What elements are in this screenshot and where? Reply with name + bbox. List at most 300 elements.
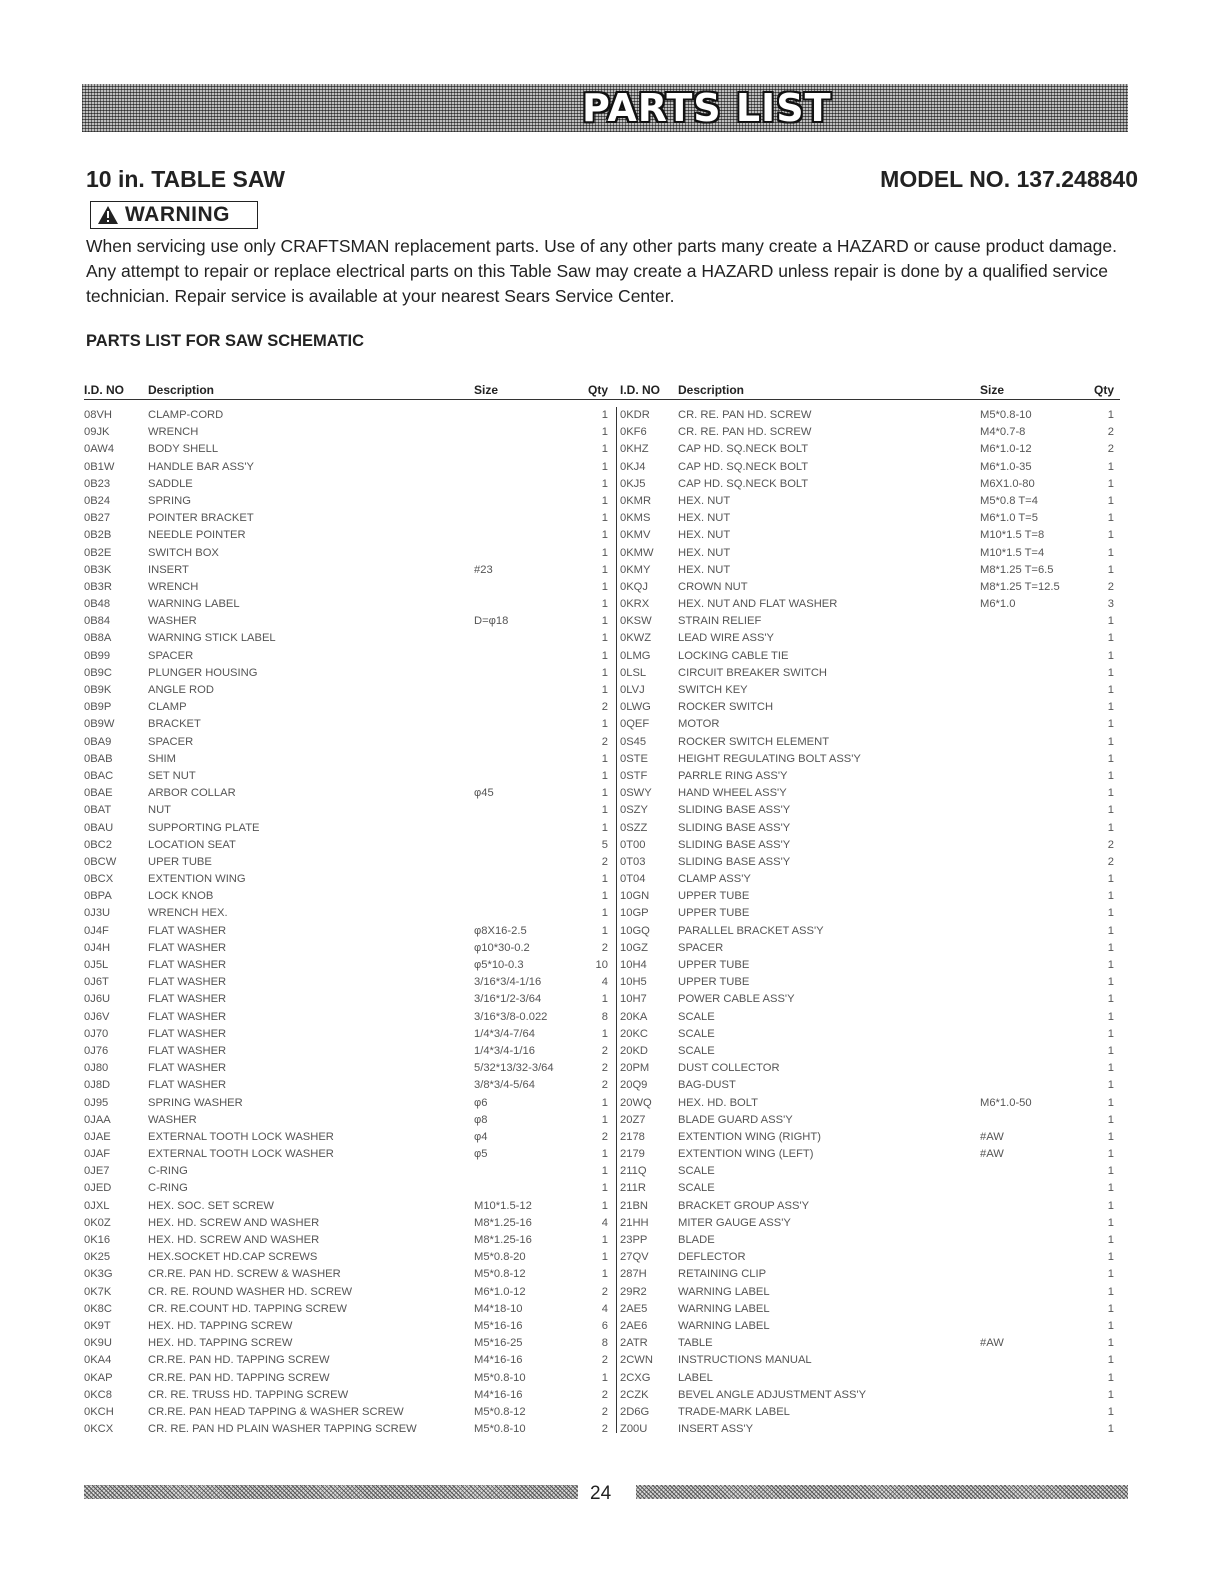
- part-qty: 2: [601, 1354, 608, 1367]
- table-row: [612, 716, 1120, 733]
- part-qty: 1: [1107, 563, 1114, 576]
- banner-title: PARTS LIST: [582, 86, 832, 130]
- table-row: [84, 1026, 612, 1043]
- table-row: [84, 820, 612, 837]
- part-size: M5*16-16: [474, 1319, 523, 1332]
- part-qty: 2: [601, 735, 608, 748]
- part-qty: 1: [1107, 924, 1114, 937]
- table-row: [612, 1335, 1120, 1352]
- part-id: 0JE7: [84, 1165, 110, 1178]
- table-row: [612, 1404, 1120, 1421]
- part-qty: 1: [601, 718, 608, 731]
- part-description: SHIM: [148, 752, 176, 765]
- table-row: [612, 785, 1120, 802]
- part-description: ARBOR COLLAR: [148, 787, 236, 800]
- part-qty: 1: [601, 615, 608, 628]
- part-qty: 1: [1107, 1199, 1114, 1212]
- part-id: 0KWZ: [620, 632, 652, 645]
- table-row: [612, 1352, 1120, 1369]
- table-row: [612, 1043, 1120, 1060]
- part-description: WRENCH HEX.: [148, 907, 228, 920]
- part-qty: 1: [601, 666, 608, 679]
- part-size: M5*0.8-10: [980, 409, 1032, 421]
- table-row: [612, 665, 1120, 682]
- part-id: 0KMY: [620, 563, 651, 576]
- table-row: [84, 1043, 612, 1060]
- part-description: WARNING STICK LABEL: [148, 632, 276, 645]
- part-size: M10*1.5 T=8: [980, 529, 1045, 542]
- part-description: CR. RE. PAN HD. SCREW: [678, 409, 812, 421]
- part-id: 0K16: [84, 1234, 111, 1246]
- header-qty: Qty: [1093, 383, 1114, 397]
- table-row: [612, 1387, 1120, 1404]
- part-size: φ5: [474, 1148, 488, 1161]
- table-row: [84, 630, 612, 647]
- part-description: WASHER: [148, 1113, 197, 1126]
- part-description: CAP HD. SQ.NECK BOLT: [678, 460, 809, 473]
- table-row: [612, 493, 1120, 510]
- part-description: CROWN NUT: [678, 580, 748, 593]
- part-id: 08VH: [84, 409, 112, 421]
- table-row: [84, 596, 612, 613]
- part-qty: 1: [601, 1371, 608, 1384]
- part-size: M4*18-10: [474, 1302, 523, 1315]
- part-id: 0B48: [84, 598, 111, 611]
- table-row: [612, 837, 1120, 854]
- part-size: M8*1.25-16: [474, 1216, 532, 1229]
- part-size: 5/32*13/32-3/64: [474, 1062, 554, 1075]
- table-row: [612, 1060, 1120, 1077]
- section-title: PARTS LIST FOR SAW SCHEMATIC: [86, 332, 365, 350]
- part-qty: 1: [601, 1234, 608, 1246]
- part-id: 10H5: [620, 976, 647, 989]
- part-id: 0B24: [84, 494, 111, 507]
- table-row: [612, 1026, 1120, 1043]
- part-id: 0B99: [84, 649, 111, 662]
- part-description: ROCKER SWITCH: [678, 701, 774, 714]
- table-row: [84, 1318, 612, 1335]
- part-qty: 1: [1107, 512, 1114, 525]
- part-description: WRENCH: [148, 426, 199, 439]
- table-row: [612, 734, 1120, 751]
- part-qty: 8: [601, 1337, 608, 1350]
- part-description: DUST COLLECTOR: [678, 1062, 780, 1075]
- part-qty: 1: [1107, 976, 1114, 989]
- table-row: [84, 1215, 612, 1232]
- part-id: 0K7K: [84, 1285, 112, 1298]
- table-row: [84, 716, 612, 733]
- table-row: [84, 1095, 612, 1112]
- part-description: CR. RE. PAN HD PLAIN WASHER TAPPING SCREW: [148, 1423, 417, 1436]
- part-qty: 1: [1107, 666, 1114, 679]
- part-qty: 1: [601, 890, 608, 903]
- part-description: PLUNGER HOUSING: [148, 666, 258, 679]
- part-qty: 1: [601, 769, 608, 782]
- table-row: [84, 1352, 612, 1369]
- part-description: CLAMP ASS'Y: [678, 873, 751, 886]
- warning-triangle-icon: [97, 205, 119, 225]
- table-row: [84, 476, 612, 493]
- part-description: HEX. NUT: [678, 512, 731, 525]
- part-description: SCALE: [678, 1010, 715, 1023]
- part-qty: 1: [1107, 959, 1114, 971]
- part-description: WARNING LABEL: [678, 1302, 770, 1315]
- part-qty: 2: [1107, 580, 1114, 593]
- part-qty: 1: [1107, 907, 1114, 920]
- part-qty: 1: [1107, 1079, 1114, 1092]
- part-description: DEFLECTOR: [678, 1251, 746, 1264]
- part-size: M6*1.0-50: [980, 1096, 1032, 1109]
- part-description: HEX. NUT: [678, 563, 731, 576]
- part-size: M5*0.8-12: [474, 1268, 526, 1281]
- part-id: 0J4F: [84, 924, 109, 937]
- table-row: [612, 1266, 1120, 1283]
- part-id: 0J6T: [84, 976, 109, 989]
- table-row: [84, 613, 612, 630]
- table-row: [612, 407, 1120, 424]
- part-size: #AW: [980, 1148, 1004, 1161]
- part-description: HEX. HD. TAPPING SCREW: [148, 1337, 293, 1350]
- part-id: 0BC2: [84, 838, 112, 851]
- part-description: FLAT WASHER: [148, 941, 227, 954]
- part-id: 0B27: [84, 512, 111, 525]
- table-row: [84, 1009, 612, 1026]
- part-id: 0B3K: [84, 563, 112, 576]
- table-row: [84, 1112, 612, 1129]
- part-qty: 1: [601, 563, 608, 576]
- table-row: [84, 1077, 612, 1094]
- part-description: HANDLE BAR ASS'Y: [148, 460, 254, 473]
- part-description: BRACKET: [148, 718, 201, 731]
- part-id: 0K9T: [84, 1319, 111, 1332]
- part-id: 0B1W: [84, 460, 115, 473]
- part-qty: 1: [601, 477, 608, 490]
- table-row: [612, 905, 1120, 922]
- part-description: UPPER TUBE: [678, 976, 750, 989]
- header-size: Size: [980, 383, 1005, 397]
- part-id: 2CZK: [620, 1388, 649, 1401]
- part-id: 0K8C: [84, 1302, 112, 1315]
- part-size: φ10*30-0.2: [474, 941, 530, 954]
- part-description: INSERT: [148, 563, 189, 576]
- table-row: [84, 682, 612, 699]
- part-id: 0K25: [84, 1251, 111, 1264]
- table-row: [84, 854, 612, 871]
- part-description: SCALE: [678, 1044, 715, 1057]
- part-qty: 1: [1107, 477, 1114, 490]
- part-id: 21HH: [620, 1216, 649, 1229]
- table-row: [612, 579, 1120, 596]
- table-row: [84, 545, 612, 562]
- part-description: NEEDLE POINTER: [148, 529, 246, 542]
- parts-table-left: [84, 381, 612, 1438]
- part-qty: 1: [1107, 701, 1114, 714]
- table-row: [84, 785, 612, 802]
- part-size: M5*0.8-10: [474, 1423, 526, 1436]
- part-id: 2ATR: [620, 1337, 648, 1350]
- table-row: [612, 1421, 1120, 1438]
- part-qty: 1: [1107, 890, 1114, 903]
- part-id: 0KDR: [620, 409, 650, 421]
- part-description: INSTRUCTIONS MANUAL: [678, 1354, 812, 1367]
- part-qty: 1: [601, 494, 608, 507]
- part-id: 0J6V: [84, 1010, 110, 1023]
- part-description: BLADE: [678, 1234, 715, 1246]
- table-row: [84, 734, 612, 751]
- part-size: D=φ18: [474, 615, 509, 628]
- part-qty: 1: [1107, 1234, 1114, 1246]
- part-qty: 1: [1107, 494, 1114, 507]
- part-description: NUT: [148, 804, 171, 817]
- table-row: [84, 1146, 612, 1163]
- part-id: 0KQJ: [620, 580, 648, 593]
- table-row: [612, 923, 1120, 940]
- part-description: WARNING LABEL: [148, 598, 240, 611]
- part-description: C-RING: [148, 1165, 188, 1178]
- table-row: [84, 923, 612, 940]
- part-description: HEX. HD. SCREW AND WASHER: [148, 1234, 320, 1246]
- part-id: 0BAB: [84, 752, 113, 765]
- part-id: 0J70: [84, 1027, 109, 1040]
- part-qty: 1: [601, 1148, 608, 1161]
- part-qty: 1: [1107, 941, 1114, 954]
- table-row: [84, 1370, 612, 1387]
- warning-label-text: WARNING: [125, 203, 230, 226]
- warning-text: When servicing use only CRAFTSMAN replacement parts. Use of any other parts many create a HAZARD or cause product damage. Any attempt to repair or replace electrical parts on this Table Saw may create a HAZARD unless repair is done by a qualified service technician. Repair service is available at your nearest Sears Service Center.: [86, 236, 1117, 306]
- part-size: M10*1.5-12: [474, 1199, 532, 1212]
- part-qty: 1: [1107, 1113, 1114, 1126]
- part-qty: 1: [1107, 769, 1114, 782]
- part-description: STRAIN RELIEF: [678, 615, 762, 628]
- part-description: HEX. NUT: [678, 494, 731, 507]
- part-description: EXTENTION WING (RIGHT): [678, 1130, 821, 1143]
- footer-pattern-left: [84, 1485, 578, 1499]
- part-qty: 1: [1107, 1010, 1114, 1023]
- part-id: 10H7: [620, 993, 647, 1006]
- part-qty: 1: [1107, 632, 1114, 645]
- part-description: CIRCUIT BREAKER SWITCH: [678, 666, 827, 679]
- part-id: 0KJ4: [620, 460, 646, 473]
- part-qty: 2: [1107, 855, 1114, 868]
- part-qty: 1: [1107, 873, 1114, 886]
- part-description: CR.RE. PAN HD. TAPPING SCREW: [148, 1371, 330, 1384]
- table-row: [84, 1335, 612, 1352]
- header-size: Size: [474, 383, 499, 397]
- table-row: [84, 957, 612, 974]
- part-qty: 2: [601, 1285, 608, 1298]
- product-title: 10 in. TABLE SAW: [86, 166, 285, 192]
- part-qty: 1: [601, 924, 608, 937]
- part-size: 3/8*3/4-5/64: [474, 1079, 535, 1092]
- part-description: HEX. NUT: [678, 546, 731, 559]
- table-row: [84, 527, 612, 544]
- part-description: TRADE-MARK LABEL: [678, 1405, 790, 1418]
- table-row: [612, 562, 1120, 579]
- part-description: HEIGHT REGULATING BOLT ASS'Y: [678, 752, 861, 765]
- table-row: [612, 1284, 1120, 1301]
- table-row: [612, 888, 1120, 905]
- table-row: [84, 1284, 612, 1301]
- part-id: 0LVJ: [620, 684, 645, 696]
- part-id: 0B9W: [84, 718, 115, 731]
- part-description: SLIDING BASE ASS'Y: [678, 838, 791, 851]
- part-description: HEX.SOCKET HD.CAP SCREWS: [148, 1251, 318, 1264]
- part-size: #AW: [980, 1130, 1004, 1143]
- part-size: M5*16-25: [474, 1337, 523, 1350]
- part-qty: 2: [601, 1044, 608, 1057]
- part-id: 2CWN: [620, 1354, 653, 1367]
- table-row: [612, 974, 1120, 991]
- part-id: 0B23: [84, 477, 111, 490]
- part-id: 0BCW: [84, 855, 117, 868]
- part-qty: 1: [601, 460, 608, 473]
- part-description: WRENCH: [148, 580, 199, 593]
- part-id: 0J76: [84, 1044, 109, 1057]
- part-description: ANGLE ROD: [148, 684, 214, 696]
- footer-pattern-right: [636, 1485, 1128, 1499]
- part-qty: 1: [1107, 752, 1114, 765]
- part-size: 1/4*3/4-1/16: [474, 1044, 535, 1057]
- part-id: 0J6U: [84, 993, 111, 1006]
- table-row: [612, 699, 1120, 716]
- part-size: #23: [474, 563, 493, 576]
- part-qty: 2: [601, 1405, 608, 1418]
- part-id: 20KC: [620, 1027, 648, 1040]
- part-description: FLAT WASHER: [148, 924, 227, 937]
- table-row: [612, 682, 1120, 699]
- part-description: CLAMP-CORD: [148, 409, 224, 421]
- part-qty: 1: [601, 529, 608, 542]
- part-qty: 1: [1107, 1165, 1114, 1178]
- part-id: 0KRX: [620, 598, 650, 611]
- part-qty: 1: [601, 1251, 608, 1264]
- part-description: FLAT WASHER: [148, 993, 227, 1006]
- table-row: [612, 1163, 1120, 1180]
- part-qty: 1: [1107, 1027, 1114, 1040]
- table-row: [612, 751, 1120, 768]
- part-id: 0SZZ: [620, 821, 648, 834]
- part-description: FLAT WASHER: [148, 1027, 227, 1040]
- part-id: 0B2B: [84, 529, 112, 542]
- part-qty: 1: [601, 873, 608, 886]
- part-id: 0J80: [84, 1062, 109, 1075]
- part-description: SADDLE: [148, 477, 193, 490]
- part-qty: 1: [1107, 546, 1114, 559]
- part-description: CR.RE. PAN HD. TAPPING SCREW: [148, 1354, 330, 1367]
- table-row: [612, 1077, 1120, 1094]
- part-id: 0J3U: [84, 907, 111, 920]
- part-id: 20Q9: [620, 1079, 648, 1092]
- part-description: SLIDING BASE ASS'Y: [678, 821, 791, 834]
- part-description: EXTERNAL TOOTH LOCK WASHER: [148, 1130, 334, 1143]
- table-row: [612, 648, 1120, 665]
- part-description: UPPER TUBE: [678, 890, 750, 903]
- part-id: 09JK: [84, 426, 110, 439]
- table-row: [612, 768, 1120, 785]
- part-qty: 1: [1107, 1405, 1114, 1418]
- part-id: 20KA: [620, 1010, 648, 1023]
- part-id: 0KJ5: [620, 477, 646, 490]
- part-id: 0JAA: [84, 1113, 111, 1126]
- parts-table-right: [612, 381, 1120, 1438]
- part-id: 287H: [620, 1268, 647, 1281]
- part-id: 0K3G: [84, 1268, 113, 1281]
- table-row: [84, 1249, 612, 1266]
- part-id: 10GQ: [620, 924, 650, 937]
- part-id: 20Z7: [620, 1113, 646, 1126]
- part-description: PARRLE RING ASS'Y: [678, 769, 788, 782]
- part-id: 21BN: [620, 1199, 648, 1212]
- part-size: φ8X16-2.5: [474, 924, 527, 937]
- table-row: [84, 1198, 612, 1215]
- part-id: 0KC8: [84, 1388, 112, 1401]
- part-qty: 1: [601, 1268, 608, 1281]
- table-row: [612, 630, 1120, 647]
- part-description: CR. RE.COUNT HD. TAPPING SCREW: [148, 1302, 347, 1315]
- table-row: [612, 802, 1120, 819]
- part-description: SPACER: [678, 941, 724, 954]
- part-id: 0B9C: [84, 666, 112, 679]
- part-size: 3/16*1/2-3/64: [474, 993, 542, 1006]
- part-description: POINTER BRACKET: [148, 512, 254, 525]
- part-qty: 1: [601, 821, 608, 834]
- part-description: SUPPORTING PLATE: [148, 821, 260, 834]
- model-number: MODEL NO. 137.248840: [880, 166, 1138, 192]
- part-description: FLAT WASHER: [148, 1044, 227, 1057]
- table-row: [612, 596, 1120, 613]
- part-description: EXTENTION WING (LEFT): [678, 1148, 814, 1161]
- part-description: BAG-DUST: [678, 1079, 736, 1092]
- part-qty: 1: [1107, 1388, 1114, 1401]
- part-id: 2D6G: [620, 1405, 650, 1418]
- part-description: CR.RE. PAN HEAD TAPPING & WASHER SCREW: [148, 1405, 404, 1418]
- table-row: [84, 1404, 612, 1421]
- part-id: 10H4: [620, 959, 647, 971]
- part-qty: 2: [601, 1062, 608, 1075]
- part-qty: 6: [601, 1319, 608, 1332]
- table-row: [612, 1301, 1120, 1318]
- part-id: 2AE6: [620, 1319, 648, 1332]
- table-row: [84, 1232, 612, 1249]
- part-qty: 1: [1107, 718, 1114, 731]
- part-size: 3/16*3/8-0.022: [474, 1010, 548, 1023]
- part-qty: 1: [601, 632, 608, 645]
- part-id: 0JAF: [84, 1148, 111, 1161]
- part-size: M4*16-16: [474, 1354, 523, 1367]
- part-description: FLAT WASHER: [148, 1062, 227, 1075]
- part-size: #AW: [980, 1337, 1004, 1350]
- table-row: [84, 1387, 612, 1404]
- table-row: [84, 1180, 612, 1197]
- part-qty: 2: [601, 855, 608, 868]
- part-id: 211R: [620, 1182, 646, 1195]
- part-id: 0J95: [84, 1096, 109, 1109]
- table-row: [612, 424, 1120, 441]
- part-qty: 1: [601, 993, 608, 1006]
- part-size: M8*1.25-16: [474, 1234, 532, 1246]
- part-size: 1/4*3/4-7/64: [474, 1027, 535, 1040]
- part-qty: 1: [601, 426, 608, 439]
- part-qty: 1: [601, 1027, 608, 1040]
- part-qty: 1: [1107, 1062, 1114, 1075]
- part-qty: 1: [1107, 1423, 1114, 1436]
- part-id: 2CXG: [620, 1371, 651, 1384]
- table-row: [84, 974, 612, 991]
- part-qty: 1: [1107, 1130, 1114, 1143]
- part-size: M6*1.0: [980, 598, 1016, 611]
- part-id: 0T03: [620, 855, 646, 868]
- part-id: 0BAC: [84, 769, 114, 782]
